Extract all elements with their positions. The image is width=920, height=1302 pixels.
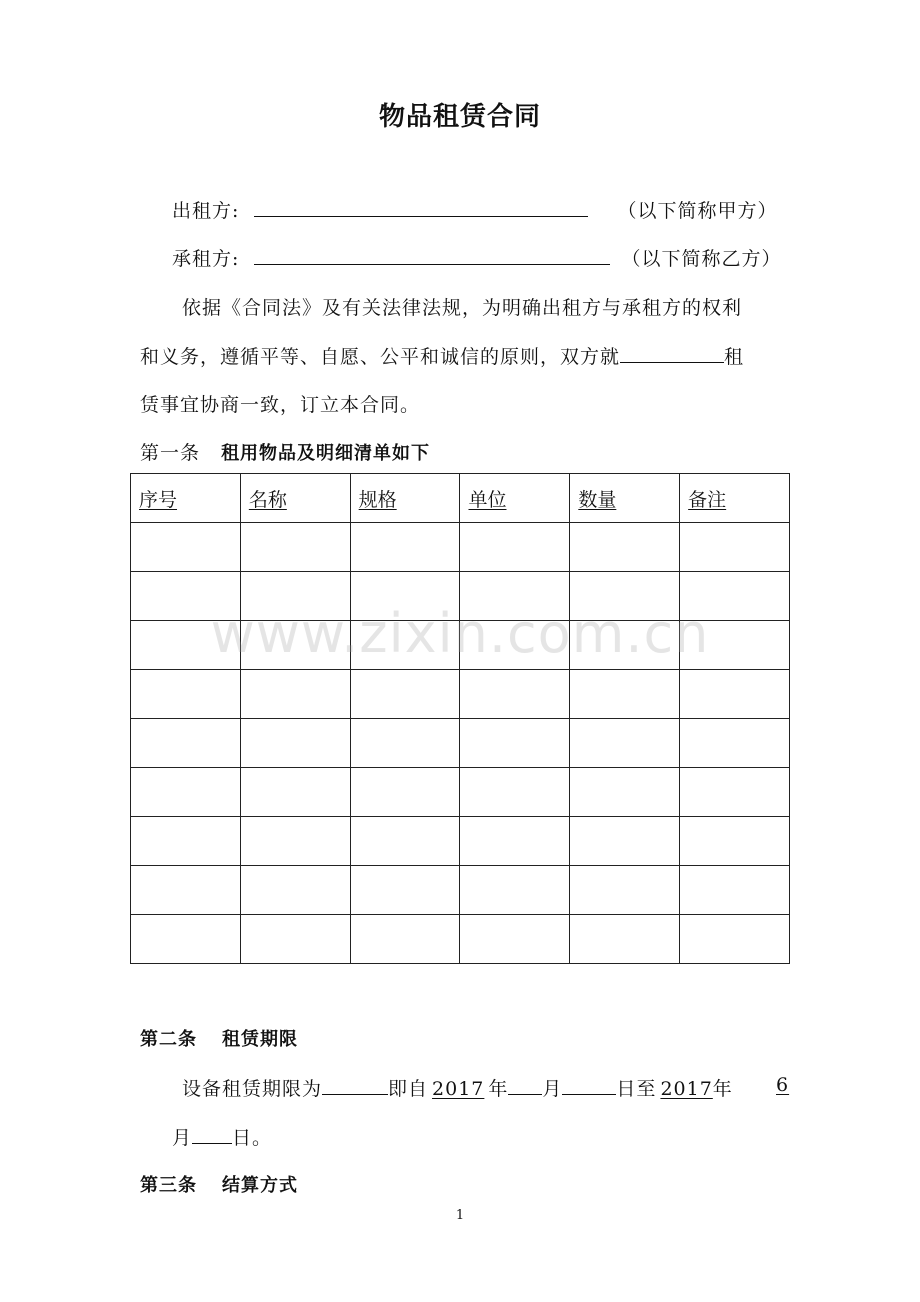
end-year-unit: 年 [712,1078,733,1100]
table-row [131,866,790,915]
article-3-title: 结算方式 [222,1175,299,1196]
table-cell[interactable] [131,768,241,817]
lease-term-label: 设备租赁期限为 [182,1078,323,1100]
table-cell[interactable] [680,670,790,719]
table-cell[interactable] [570,817,680,866]
intro-line-2 [140,342,744,369]
items-table [130,473,790,964]
lessor-suffix: （以下简称甲方） [617,200,778,222]
table-row [131,817,790,866]
table-cell[interactable] [240,817,350,866]
table-cell[interactable] [240,670,350,719]
intro-line-1: 依据《合同法》及有关法律法规，为明确出租方与承租方的权利 [182,297,743,319]
end-year[interactable]: 2017 [660,1078,713,1100]
article-2-number: 第二条 [140,1029,197,1050]
article-3-heading [140,1171,298,1197]
header-index: 序号 [131,474,241,523]
table-cell[interactable] [350,719,460,768]
table-cell[interactable] [350,670,460,719]
table-cell[interactable] [460,817,570,866]
table-cell[interactable] [570,523,680,572]
table-cell[interactable] [570,719,680,768]
table-cell[interactable] [680,866,790,915]
intro-line-2-end: 租 [724,346,745,368]
lessee-label: 承租方: [172,248,240,270]
header-remarks: 备注 [680,474,790,523]
table-cell[interactable] [131,915,241,964]
end-month-unit: 月 [172,1127,193,1149]
table-row [131,768,790,817]
lease-duration-field[interactable] [322,1074,388,1095]
lessor-label: 出租方: [172,200,240,222]
table-cell[interactable] [680,915,790,964]
table-cell[interactable] [680,817,790,866]
table-cell[interactable] [460,915,570,964]
intro-line-3: 赁事宜协商一致，订立本合同。 [140,394,421,416]
table-cell[interactable] [131,523,241,572]
lease-from-label: 即自 [388,1078,429,1100]
lease-term-line-2 [172,1123,272,1150]
article-1-heading [140,438,430,465]
page-number: 1 [455,1208,465,1223]
rental-subject-field[interactable] [620,342,724,363]
table-cell[interactable] [131,817,241,866]
table-cell[interactable] [350,768,460,817]
table-cell[interactable] [680,523,790,572]
header-spec: 规格 [350,474,460,523]
start-day-field[interactable] [562,1074,616,1095]
start-year[interactable]: 2017 [432,1078,485,1100]
lessee-suffix: （以下简称乙方） [621,248,782,270]
table-row [131,523,790,572]
table-cell[interactable] [350,915,460,964]
article-1-title: 租用物品及明细清单如下 [221,443,431,464]
start-month-field[interactable] [508,1074,542,1095]
table-cell[interactable] [680,719,790,768]
lessee-name-field[interactable] [254,244,610,265]
intro-line-2-text: 和义务，遵循平等、自愿、公平和诚信的原则，双方就 [140,346,621,368]
start-month-unit: 月 [542,1078,563,1100]
table-row [131,915,790,964]
table-cell[interactable] [350,817,460,866]
article-3-number: 第三条 [140,1175,197,1196]
table-row [131,719,790,768]
article-1-number: 第一条 [140,442,201,464]
table-cell[interactable] [460,866,570,915]
table-cell[interactable] [460,719,570,768]
table-cell[interactable] [570,670,680,719]
table-cell[interactable] [570,915,680,964]
table-cell[interactable] [680,768,790,817]
table-cell[interactable] [240,719,350,768]
end-day-unit: 日。 [232,1127,273,1149]
table-cell[interactable] [131,670,241,719]
table-cell[interactable] [460,768,570,817]
table-cell[interactable] [131,866,241,915]
table-cell[interactable] [240,866,350,915]
end-month[interactable]: 6 [776,1074,790,1096]
lease-term-line [182,1074,733,1101]
table-cell[interactable] [460,670,570,719]
start-day-unit: 日至 [616,1078,657,1100]
table-cell[interactable] [350,866,460,915]
article-2-title: 租赁期限 [222,1029,299,1050]
table-row [131,670,790,719]
table-cell[interactable] [240,523,350,572]
lessor-name-field[interactable] [254,196,588,217]
lessor-line [172,196,778,223]
table-cell[interactable] [240,915,350,964]
table-cell[interactable] [350,523,460,572]
document-title: 物品租赁合同 [378,102,541,132]
table-cell[interactable] [131,719,241,768]
table-cell[interactable] [570,866,680,915]
start-year-unit: 年 [488,1078,509,1100]
lessee-line [172,244,782,271]
table-cell[interactable] [240,768,350,817]
header-quantity: 数量 [570,474,680,523]
end-day-field[interactable] [192,1123,232,1144]
header-name: 名称 [240,474,350,523]
article-2-heading [140,1025,298,1051]
table-cell[interactable] [570,768,680,817]
watermark-text: www.zixin.com.cn [210,602,710,665]
table-cell[interactable] [460,523,570,572]
header-unit: 单位 [460,474,570,523]
table-header-row [131,474,790,523]
